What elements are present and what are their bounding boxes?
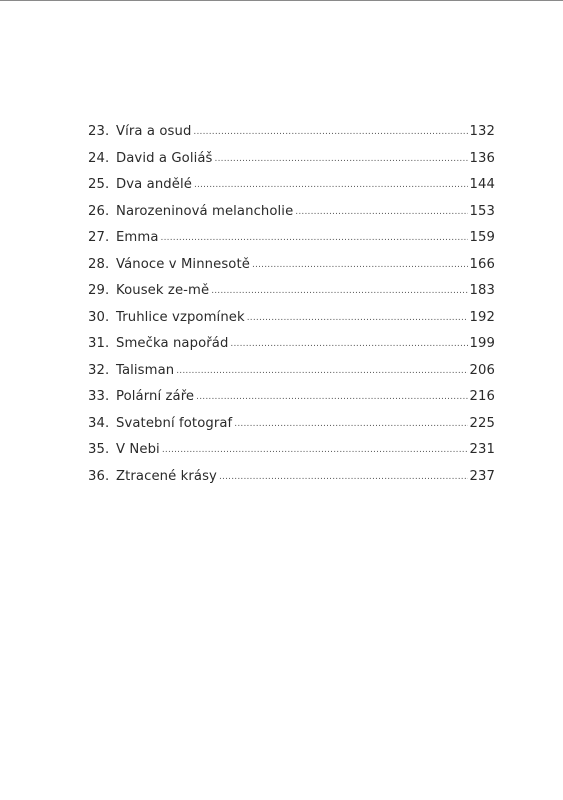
chapter-number: 32.: [88, 362, 110, 378]
page-number: 199: [469, 336, 495, 351]
chapter-number: 26.: [88, 203, 110, 219]
toc-entry: [88, 230, 495, 257]
chapter-number: 35.: [88, 442, 110, 457]
toc-entry: [88, 389, 495, 416]
chapter-title: Kousek ze-mě: [116, 283, 210, 298]
chapter-number: 34.: [88, 415, 110, 431]
chapter-title: Ztracené krásy: [116, 468, 217, 484]
dot-leader: [295, 203, 467, 218]
toc-entry: [88, 177, 495, 204]
chapter-number: 30.: [88, 309, 110, 325]
toc-entry: [88, 336, 495, 363]
toc-entry: [88, 124, 495, 151]
chapter-title: Emma: [116, 230, 159, 245]
chapter-title: Polární záře: [116, 389, 195, 404]
chapter-title: Vánoce v Minnesotě: [116, 256, 250, 272]
page-number: 183: [469, 283, 495, 298]
toc-entry: [88, 204, 495, 231]
chapter-title: Narozeninová melancholie: [116, 203, 294, 219]
dot-leader: [230, 335, 467, 350]
page-number: 206: [469, 362, 495, 378]
chapter-number: 27.: [88, 230, 110, 245]
chapter-title: David a Goliáš: [116, 150, 213, 166]
toc-entry: [88, 469, 495, 496]
dot-leader: [193, 123, 467, 138]
toc-entry: [88, 283, 495, 310]
page-number: 237: [469, 468, 495, 484]
page-number: 216: [469, 389, 495, 404]
chapter-number: 25.: [88, 177, 110, 192]
toc-entry: [88, 416, 495, 443]
dot-leader: [211, 282, 467, 297]
chapter-number: 31.: [88, 336, 110, 351]
page-number: 159: [469, 230, 495, 245]
page-number: 132: [469, 124, 495, 139]
table-of-contents: [88, 124, 495, 495]
chapter-title: Talisman: [116, 362, 175, 378]
page-number: 225: [469, 415, 495, 431]
chapter-number: 24.: [88, 150, 110, 166]
chapter-title: Truhlice vzpomínek: [116, 309, 245, 325]
dot-leader: [215, 150, 468, 165]
dot-leader: [161, 229, 468, 244]
dot-leader: [247, 309, 468, 324]
chapter-title: Smečka napořád: [116, 336, 229, 351]
dot-leader: [219, 468, 468, 483]
toc-entry: [88, 363, 495, 390]
page-number: 153: [469, 203, 495, 219]
chapter-number: 29.: [88, 283, 110, 298]
dot-leader: [194, 176, 468, 191]
dot-leader: [252, 256, 468, 271]
page-number: 144: [469, 177, 495, 192]
page-number: 136: [469, 150, 495, 166]
toc-entry: [88, 442, 495, 469]
page-number: 231: [469, 442, 495, 457]
chapter-number: 36.: [88, 468, 110, 484]
chapter-number: 28.: [88, 256, 110, 272]
dot-leader: [234, 415, 467, 430]
chapter-title: Svatební fotograf: [116, 415, 233, 431]
dot-leader: [162, 441, 468, 456]
page-number: 192: [469, 309, 495, 325]
toc-entry: [88, 151, 495, 178]
dot-leader: [196, 388, 467, 403]
dot-leader: [176, 362, 467, 377]
chapter-number: 23.: [88, 124, 110, 139]
chapter-title: Dva andělé: [116, 177, 192, 192]
chapter-number: 33.: [88, 389, 110, 404]
chapter-title: V Nebi: [116, 442, 160, 457]
toc-entry: [88, 257, 495, 284]
page-number: 166: [469, 256, 495, 272]
chapter-title: Víra a osud: [116, 124, 192, 139]
toc-entry: [88, 310, 495, 337]
